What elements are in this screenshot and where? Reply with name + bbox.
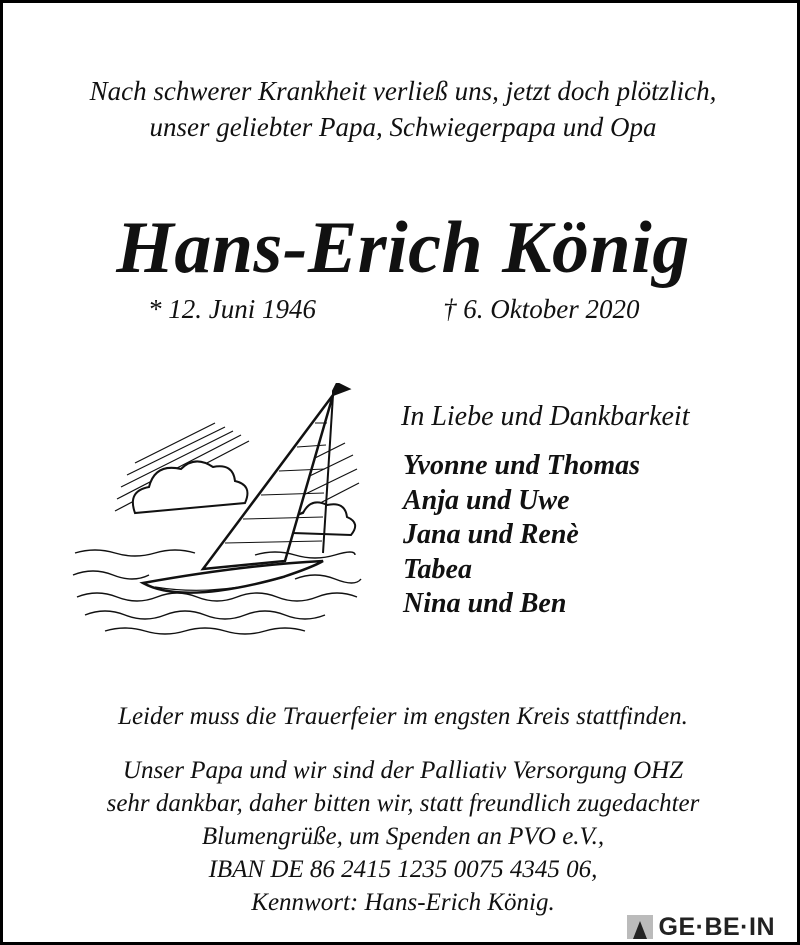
family-list — [403, 449, 640, 622]
donation-text — [3, 754, 800, 919]
sailboat-icon — [65, 383, 365, 643]
family-heading: In Liebe und Dankbarkeit — [401, 401, 690, 432]
family-member: Nina und Ben — [403, 588, 567, 619]
deceased-name: Hans-Erich König — [116, 207, 690, 289]
logo-text: GE·BE·IN — [658, 912, 775, 941]
donation-line-2: sehr dankbar, daher bitten wir, statt freundlich zugedachter — [106, 790, 700, 817]
family-member: Yvonne und Thomas — [403, 450, 641, 481]
family-member: Jana und Renè — [403, 519, 579, 550]
donation-line-5: Kennwort: Hans-Erich König. — [251, 889, 555, 916]
intro-text — [3, 73, 800, 145]
death-date: † 6. Oktober 2020 — [443, 294, 640, 324]
donation-line-4: IBAN DE 86 2415 1235 0075 4345 06, — [208, 856, 598, 883]
donation-line-1: Unser Papa und wir sind der Palliativ Versorgung OHZ — [122, 757, 684, 784]
donation-line-3: Blumengrüße, um Spenden an PVO e.V., — [201, 823, 605, 850]
intro-line-1: Nach schwerer Krankheit verließ uns, jetzt doch plötzlich, — [89, 76, 717, 106]
publisher-logo — [627, 914, 776, 940]
family-member: Tabea — [403, 553, 472, 585]
birth-date: * 12. Juni 1946 — [148, 294, 316, 324]
logo-icon — [627, 915, 653, 939]
intro-line-2: unser geliebter Papa, Schwiegerpapa und Opa — [149, 112, 657, 142]
family-member: Anja und Uwe — [403, 484, 570, 516]
funeral-notice: Leider muss die Trauerfeier im engsten Kreis stattfinden. — [118, 703, 688, 730]
